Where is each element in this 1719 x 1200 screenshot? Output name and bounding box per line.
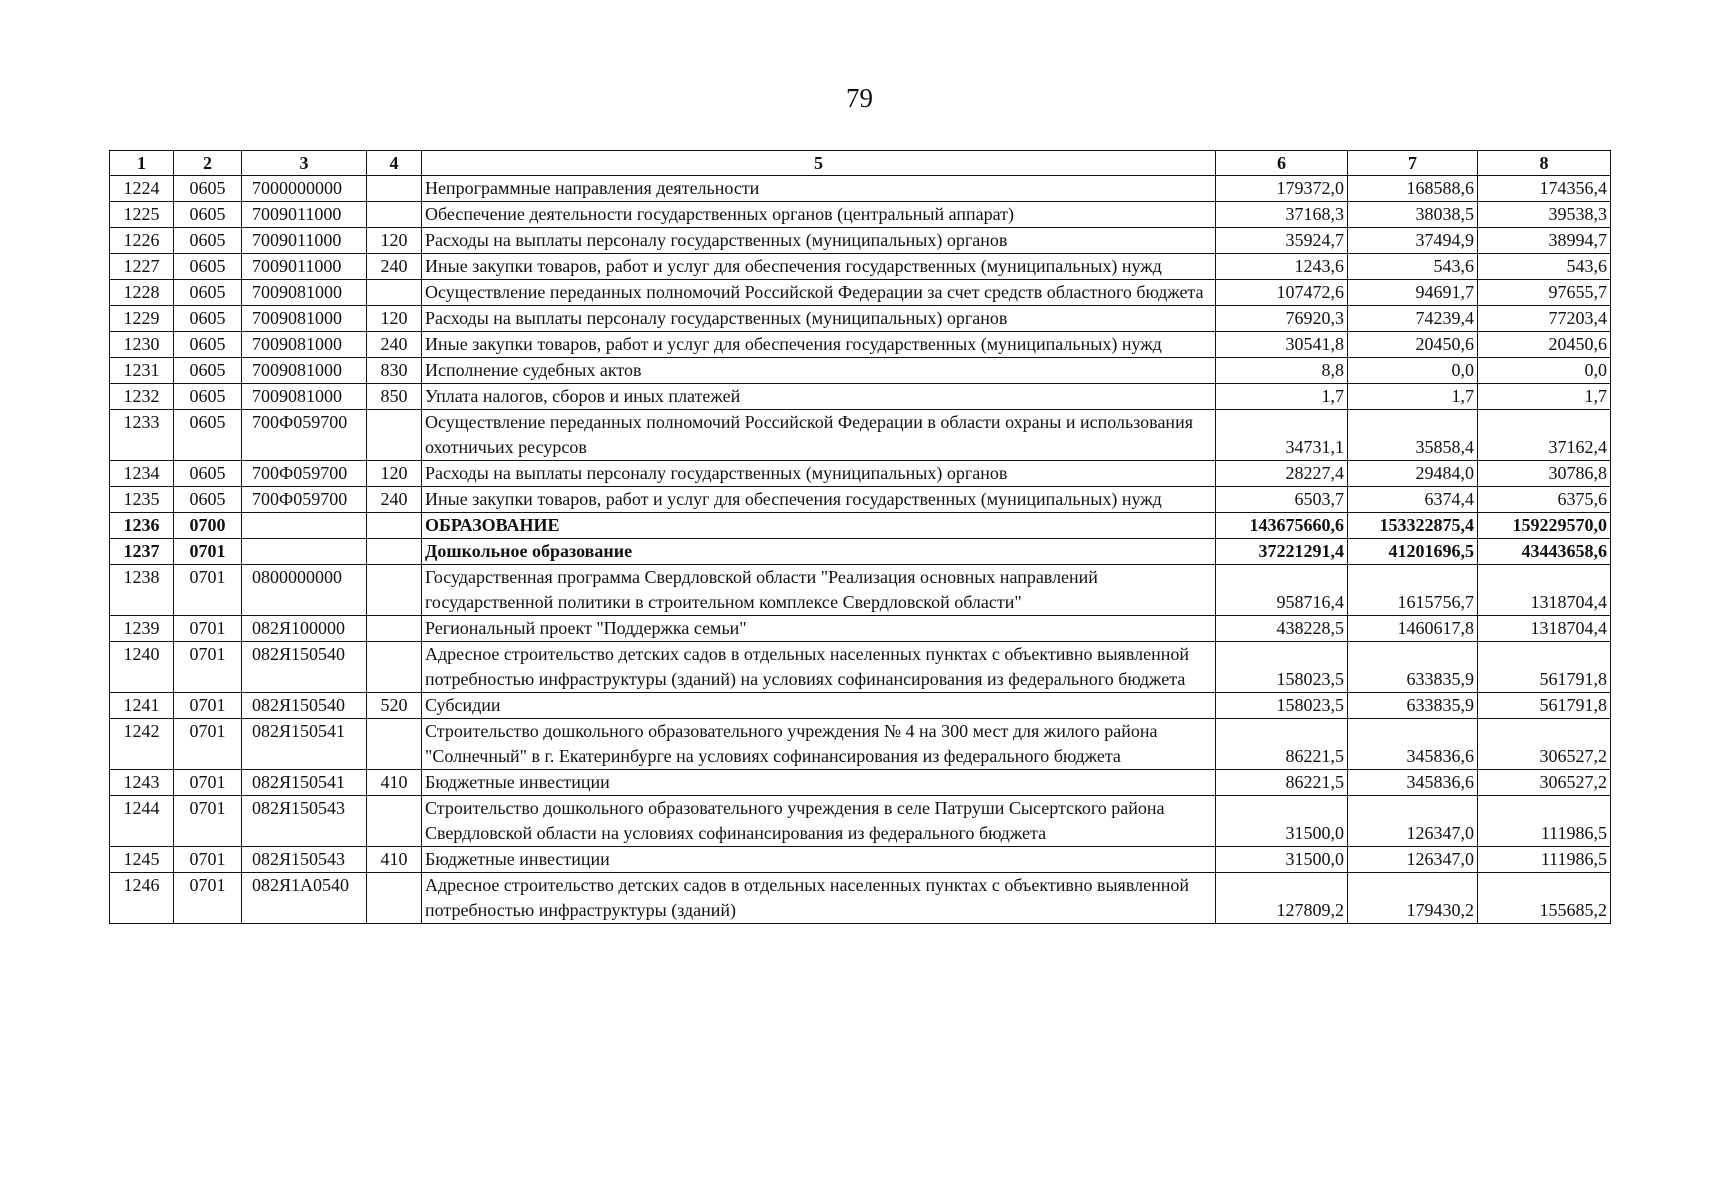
item-name: Расходы на выплаты персоналу государственных (муниципальных) органов (422, 228, 1216, 254)
expense-type-code (367, 513, 422, 539)
amount-col-8: 20450,6 (1478, 332, 1611, 358)
section-code: 0605 (174, 410, 242, 461)
row-number: 1234 (110, 461, 174, 487)
target-code: 082Я150540 (242, 693, 367, 719)
amount-col-6: 158023,5 (1216, 693, 1348, 719)
item-name: Строительство дошкольного образовательного учреждения в селе Патруши Сысертского района Свердловской области на условиях софинансирования из федерального бюджета (422, 796, 1216, 847)
amount-col-7: 41201696,5 (1348, 539, 1478, 565)
target-code: 082Я1А0540 (242, 873, 367, 924)
amount-col-7: 37494,9 (1348, 228, 1478, 254)
item-name: Непрограммные направления деятельности (422, 176, 1216, 202)
amount-col-8: 37162,4 (1478, 410, 1611, 461)
amount-col-6: 86221,5 (1216, 770, 1348, 796)
row-number: 1241 (110, 693, 174, 719)
row-number: 1233 (110, 410, 174, 461)
expense-type-code: 850 (367, 384, 422, 410)
section-code: 0605 (174, 358, 242, 384)
header-col-6: 6 (1216, 151, 1348, 176)
row-number: 1225 (110, 202, 174, 228)
amount-col-7: 6374,4 (1348, 487, 1478, 513)
item-name: Бюджетные инвестиции (422, 847, 1216, 873)
row-number: 1231 (110, 358, 174, 384)
section-code: 0701 (174, 847, 242, 873)
expense-type-code (367, 796, 422, 847)
header-col-3: 3 (242, 151, 367, 176)
section-code: 0701 (174, 719, 242, 770)
target-code: 082Я150543 (242, 847, 367, 873)
amount-col-7: 38038,5 (1348, 202, 1478, 228)
expense-type-code (367, 202, 422, 228)
amount-col-6: 127809,2 (1216, 873, 1348, 924)
table-row (110, 693, 1611, 719)
expense-type-code: 120 (367, 461, 422, 487)
amount-col-6: 1,7 (1216, 384, 1348, 410)
amount-col-8: 561791,8 (1478, 693, 1611, 719)
table-row (110, 410, 1611, 461)
amount-col-7: 153322875,4 (1348, 513, 1478, 539)
amount-col-6: 34731,1 (1216, 410, 1348, 461)
section-code: 0605 (174, 306, 242, 332)
item-name: Дошкольное образование (422, 539, 1216, 565)
table-row (110, 461, 1611, 487)
target-code: 700Ф059700 (242, 461, 367, 487)
item-name: Субсидии (422, 693, 1216, 719)
header-col-7: 7 (1348, 151, 1478, 176)
table-row (110, 358, 1611, 384)
expense-type-code (367, 616, 422, 642)
section-code: 0605 (174, 228, 242, 254)
section-code: 0701 (174, 770, 242, 796)
target-code: 700Ф059700 (242, 410, 367, 461)
table-row (110, 616, 1611, 642)
amount-col-6: 6503,7 (1216, 487, 1348, 513)
item-name: Иные закупки товаров, работ и услуг для обеспечения государственных (муниципальных) нужд (422, 487, 1216, 513)
section-code: 0701 (174, 642, 242, 693)
table-row (110, 642, 1611, 693)
row-number: 1227 (110, 254, 174, 280)
item-name: Иные закупки товаров, работ и услуг для обеспечения государственных (муниципальных) нужд (422, 254, 1216, 280)
amount-col-6: 28227,4 (1216, 461, 1348, 487)
table-row (110, 306, 1611, 332)
item-name: Адресное строительство детских садов в отдельных населенных пунктах с объективно выявленной потребностью инфраструктуры (зданий) (422, 873, 1216, 924)
target-code: 082Я100000 (242, 616, 367, 642)
expense-type-code: 410 (367, 770, 422, 796)
amount-col-7: 345836,6 (1348, 770, 1478, 796)
section-code: 0701 (174, 565, 242, 616)
table-row (110, 202, 1611, 228)
amount-col-7: 29484,0 (1348, 461, 1478, 487)
header-col-1: 1 (110, 151, 174, 176)
amount-col-8: 1318704,4 (1478, 565, 1611, 616)
amount-col-7: 35858,4 (1348, 410, 1478, 461)
table-row (110, 280, 1611, 306)
page-number: 79 (846, 83, 873, 113)
amount-col-8: 0,0 (1478, 358, 1611, 384)
amount-col-8: 159229570,0 (1478, 513, 1611, 539)
amount-col-7: 633835,9 (1348, 693, 1478, 719)
section-code: 0700 (174, 513, 242, 539)
section-code: 0605 (174, 176, 242, 202)
table-header (110, 151, 1611, 176)
row-number: 1244 (110, 796, 174, 847)
amount-col-6: 958716,4 (1216, 565, 1348, 616)
table-row (110, 487, 1611, 513)
amount-col-7: 543,6 (1348, 254, 1478, 280)
target-code: 7009011000 (242, 228, 367, 254)
amount-col-7: 633835,9 (1348, 642, 1478, 693)
item-name: Государственная программа Свердловской области "Реализация основных направлений государственной политики в строительном комплексе Свердловской области" (422, 565, 1216, 616)
target-code: 7000000000 (242, 176, 367, 202)
table-row (110, 228, 1611, 254)
expense-type-code: 830 (367, 358, 422, 384)
target-code: 7009081000 (242, 280, 367, 306)
expense-type-code: 520 (367, 693, 422, 719)
expense-type-code (367, 176, 422, 202)
amount-col-7: 179430,2 (1348, 873, 1478, 924)
amount-col-8: 6375,6 (1478, 487, 1611, 513)
row-number: 1242 (110, 719, 174, 770)
amount-col-7: 20450,6 (1348, 332, 1478, 358)
amount-col-8: 39538,3 (1478, 202, 1611, 228)
expense-type-code (367, 280, 422, 306)
target-code: 082Я150541 (242, 719, 367, 770)
amount-col-8: 77203,4 (1478, 306, 1611, 332)
item-name: Бюджетные инвестиции (422, 770, 1216, 796)
amount-col-8: 306527,2 (1478, 719, 1611, 770)
item-name: Осуществление переданных полномочий Российской Федерации в области охраны и использования охотничьих ресурсов (422, 410, 1216, 461)
section-code: 0701 (174, 796, 242, 847)
row-number: 1245 (110, 847, 174, 873)
table-row (110, 565, 1611, 616)
target-code: 0800000000 (242, 565, 367, 616)
target-code (242, 513, 367, 539)
amount-col-6: 30541,8 (1216, 332, 1348, 358)
amount-col-8: 30786,8 (1478, 461, 1611, 487)
target-code: 7009081000 (242, 358, 367, 384)
section-code: 0701 (174, 539, 242, 565)
budget-table (109, 150, 1611, 924)
target-code: 082Я150540 (242, 642, 367, 693)
expense-type-code (367, 539, 422, 565)
section-code: 0605 (174, 384, 242, 410)
amount-col-8: 97655,7 (1478, 280, 1611, 306)
target-code (242, 539, 367, 565)
section-code: 0605 (174, 280, 242, 306)
amount-col-8: 43443658,6 (1478, 539, 1611, 565)
amount-col-6: 1243,6 (1216, 254, 1348, 280)
expense-type-code: 410 (367, 847, 422, 873)
expense-type-code (367, 565, 422, 616)
row-number: 1224 (110, 176, 174, 202)
amount-col-8: 111986,5 (1478, 847, 1611, 873)
table-row (110, 719, 1611, 770)
amount-col-8: 1318704,4 (1478, 616, 1611, 642)
amount-col-7: 345836,6 (1348, 719, 1478, 770)
amount-col-6: 31500,0 (1216, 796, 1348, 847)
row-number: 1232 (110, 384, 174, 410)
amount-col-6: 37221291,4 (1216, 539, 1348, 565)
amount-col-7: 1,7 (1348, 384, 1478, 410)
row-number: 1239 (110, 616, 174, 642)
amount-col-6: 179372,0 (1216, 176, 1348, 202)
row-number: 1235 (110, 487, 174, 513)
amount-col-6: 35924,7 (1216, 228, 1348, 254)
row-number: 1238 (110, 565, 174, 616)
row-number: 1229 (110, 306, 174, 332)
amount-col-7: 1460617,8 (1348, 616, 1478, 642)
row-number: 1236 (110, 513, 174, 539)
amount-col-8: 1,7 (1478, 384, 1611, 410)
item-name: ОБРАЗОВАНИЕ (422, 513, 1216, 539)
row-number: 1230 (110, 332, 174, 358)
amount-col-8: 543,6 (1478, 254, 1611, 280)
item-name: Расходы на выплаты персоналу государственных (муниципальных) органов (422, 306, 1216, 332)
target-code: 7009081000 (242, 306, 367, 332)
table-row (110, 254, 1611, 280)
section-code: 0605 (174, 332, 242, 358)
amount-col-6: 86221,5 (1216, 719, 1348, 770)
item-name: Осуществление переданных полномочий Российской Федерации за счет средств областного бюджета (422, 280, 1216, 306)
amount-col-8: 111986,5 (1478, 796, 1611, 847)
section-code: 0605 (174, 461, 242, 487)
section-code: 0605 (174, 254, 242, 280)
table-row (110, 384, 1611, 410)
amount-col-8: 38994,7 (1478, 228, 1611, 254)
target-code: 7009011000 (242, 202, 367, 228)
expense-type-code (367, 873, 422, 924)
amount-col-6: 76920,3 (1216, 306, 1348, 332)
amount-col-8: 306527,2 (1478, 770, 1611, 796)
row-number: 1226 (110, 228, 174, 254)
expense-type-code: 120 (367, 228, 422, 254)
header-col-2: 2 (174, 151, 242, 176)
amount-col-7: 0,0 (1348, 358, 1478, 384)
table-row (110, 796, 1611, 847)
amount-col-7: 126347,0 (1348, 847, 1478, 873)
table-row (110, 770, 1611, 796)
target-code: 7009011000 (242, 254, 367, 280)
section-code: 0701 (174, 616, 242, 642)
section-code: 0605 (174, 487, 242, 513)
amount-col-7: 126347,0 (1348, 796, 1478, 847)
table-row (110, 176, 1611, 202)
row-number: 1228 (110, 280, 174, 306)
table-body (110, 176, 1611, 924)
row-number: 1246 (110, 873, 174, 924)
row-number: 1243 (110, 770, 174, 796)
expense-type-code (367, 642, 422, 693)
target-code: 082Я150541 (242, 770, 367, 796)
amount-col-6: 107472,6 (1216, 280, 1348, 306)
header-row (110, 151, 1611, 176)
expense-type-code: 240 (367, 332, 422, 358)
amount-col-6: 143675660,6 (1216, 513, 1348, 539)
target-code: 7009081000 (242, 332, 367, 358)
header-col-8: 8 (1478, 151, 1611, 176)
header-col-5: 5 (422, 151, 1216, 176)
section-code: 0701 (174, 873, 242, 924)
amount-col-6: 438228,5 (1216, 616, 1348, 642)
expense-type-code: 120 (367, 306, 422, 332)
table-row (110, 873, 1611, 924)
amount-col-7: 94691,7 (1348, 280, 1478, 306)
table-row (110, 847, 1611, 873)
amount-col-8: 155685,2 (1478, 873, 1611, 924)
table-row (110, 332, 1611, 358)
target-code: 7009081000 (242, 384, 367, 410)
target-code: 700Ф059700 (242, 487, 367, 513)
item-name: Строительство дошкольного образовательного учреждения № 4 на 300 мест для жилого района "Солнечный" в г. Екатеринбурге на условиях софинансирования из федерального бюджета (422, 719, 1216, 770)
item-name: Иные закупки товаров, работ и услуг для обеспечения государственных (муниципальных) нужд (422, 332, 1216, 358)
expense-type-code: 240 (367, 254, 422, 280)
item-name: Расходы на выплаты персоналу государственных (муниципальных) органов (422, 461, 1216, 487)
item-name: Исполнение судебных актов (422, 358, 1216, 384)
header-col-4: 4 (367, 151, 422, 176)
amount-col-7: 168588,6 (1348, 176, 1478, 202)
expense-type-code (367, 410, 422, 461)
table-row (110, 539, 1611, 565)
item-name: Адресное строительство детских садов в отдельных населенных пунктах с объективно выявленной потребностью инфраструктуры (зданий) на условиях софинансирования из федерального бюджета (422, 642, 1216, 693)
row-number: 1240 (110, 642, 174, 693)
table-row (110, 513, 1611, 539)
amount-col-6: 31500,0 (1216, 847, 1348, 873)
amount-col-6: 8,8 (1216, 358, 1348, 384)
item-name: Уплата налогов, сборов и иных платежей (422, 384, 1216, 410)
target-code: 082Я150543 (242, 796, 367, 847)
amount-col-7: 74239,4 (1348, 306, 1478, 332)
expense-type-code: 240 (367, 487, 422, 513)
amount-col-8: 174356,4 (1478, 176, 1611, 202)
amount-col-8: 561791,8 (1478, 642, 1611, 693)
amount-col-6: 37168,3 (1216, 202, 1348, 228)
amount-col-6: 158023,5 (1216, 642, 1348, 693)
row-number: 1237 (110, 539, 174, 565)
item-name: Региональный проект "Поддержка семьи" (422, 616, 1216, 642)
section-code: 0605 (174, 202, 242, 228)
item-name: Обеспечение деятельности государственных органов (центральный аппарат) (422, 202, 1216, 228)
section-code: 0701 (174, 693, 242, 719)
amount-col-7: 1615756,7 (1348, 565, 1478, 616)
expense-type-code (367, 719, 422, 770)
